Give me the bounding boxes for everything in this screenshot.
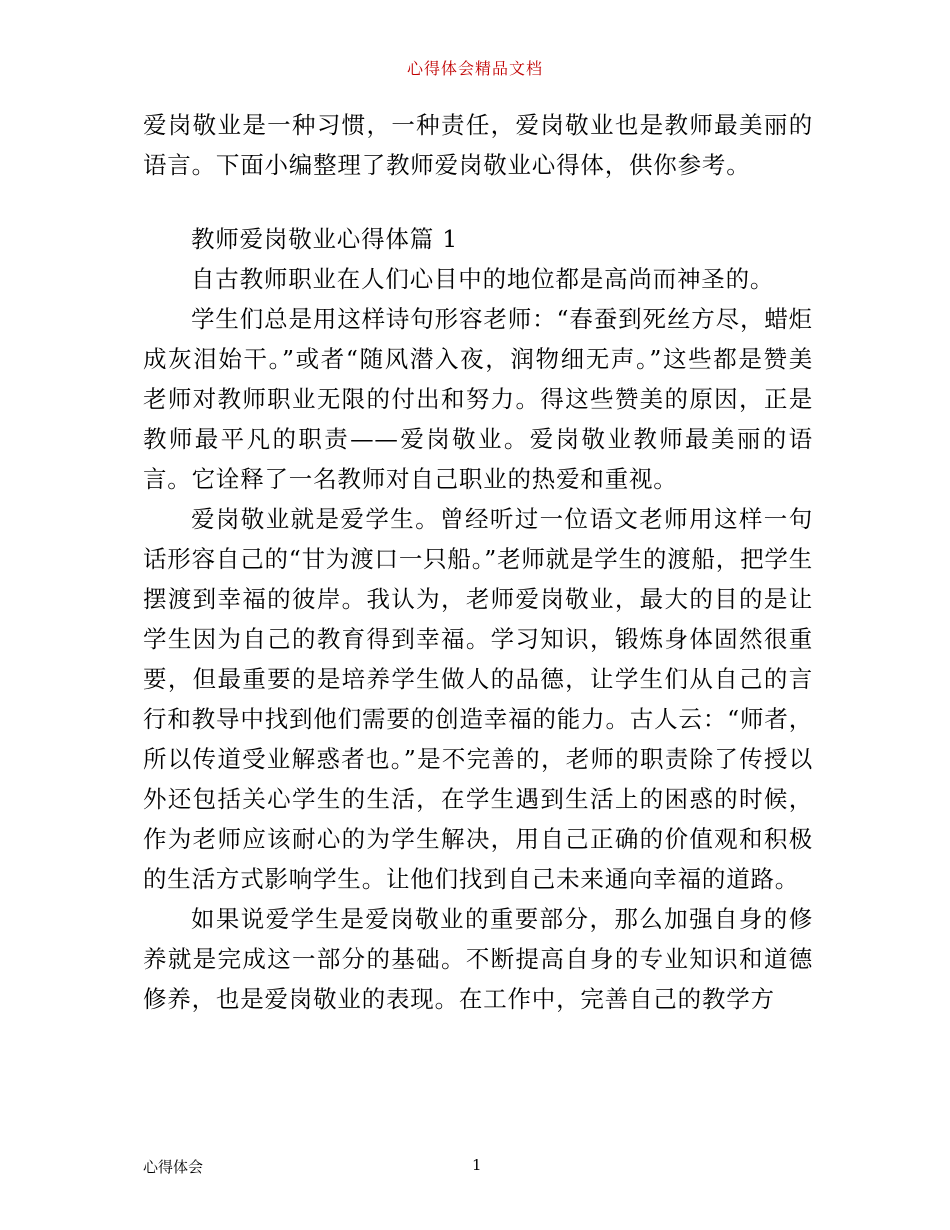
body-paragraph: 学生们总是用这样诗句形容老师：“春蚕到死丝方尽，蜡炬成灰泪始干。”或者“随风潜入夜，润物细无声。”这些都是赞美老师对教师职业无限的付出和努力。得这些赞美的原因，正是教师最平凡的职责——爱岗敬业。爱岗敬业教师最美丽的语言。它诠释了一名教师对自己职业的热爱和重视。 [143, 305, 813, 493]
footer-label: 心得体会 [143, 1158, 204, 1176]
page-number: 1 [472, 1156, 482, 1174]
body-paragraph: 爱岗敬业就是爱学生。曾经听过一位语文老师用这样一句话形容自己的“甘为渡口一只船。”老师就是学生的渡船，把学生摆渡到幸福的彼岸。我认为，老师爱岗敬业，最大的目的是让学生因为自己的教育得到幸福。学习知识，锻炼身体固然很重要，但最重要的是培养学生做人的品德，让学生们从自己的言行和教导中找到他们需要的创造幸福的能力。古人云：“师者，所以传道受业解惑者也。”是不完善的，老师的职责除了传授以外还包括关心学生的生活，在学生遇到生活上的困惑的时候，作为老师应该耐心的为学生解决，用自己正确的价值观和积极的生活方式影响学生。让他们找到自己未来通向幸福的道路。 [143, 505, 813, 893]
body-paragraph: 如果说爱学生是爱岗敬业的重要部分，那么加强自身的修养就是完成这一部分的基础。不断提高自身的专业知识和道德修养，也是爱岗敬业的表现。在工作中，完善自己的教学方 [143, 905, 813, 1013]
page-header-title: 心得体会精品文档 [406, 59, 543, 78]
section-title: 教师爱岗敬业心得体篇 1 [191, 225, 459, 253]
intro-paragraph: 爱岗敬业是一种习惯，一种责任，爱岗敬业也是教师最美丽的语言。下面小编整理了教师爱岗敬业心得体，供你参考。 [143, 111, 813, 179]
document-body [143, 105, 813, 1019]
body-paragraph: 自古教师职业在人们心目中的地位都是高尚而神圣的。 [191, 265, 775, 293]
